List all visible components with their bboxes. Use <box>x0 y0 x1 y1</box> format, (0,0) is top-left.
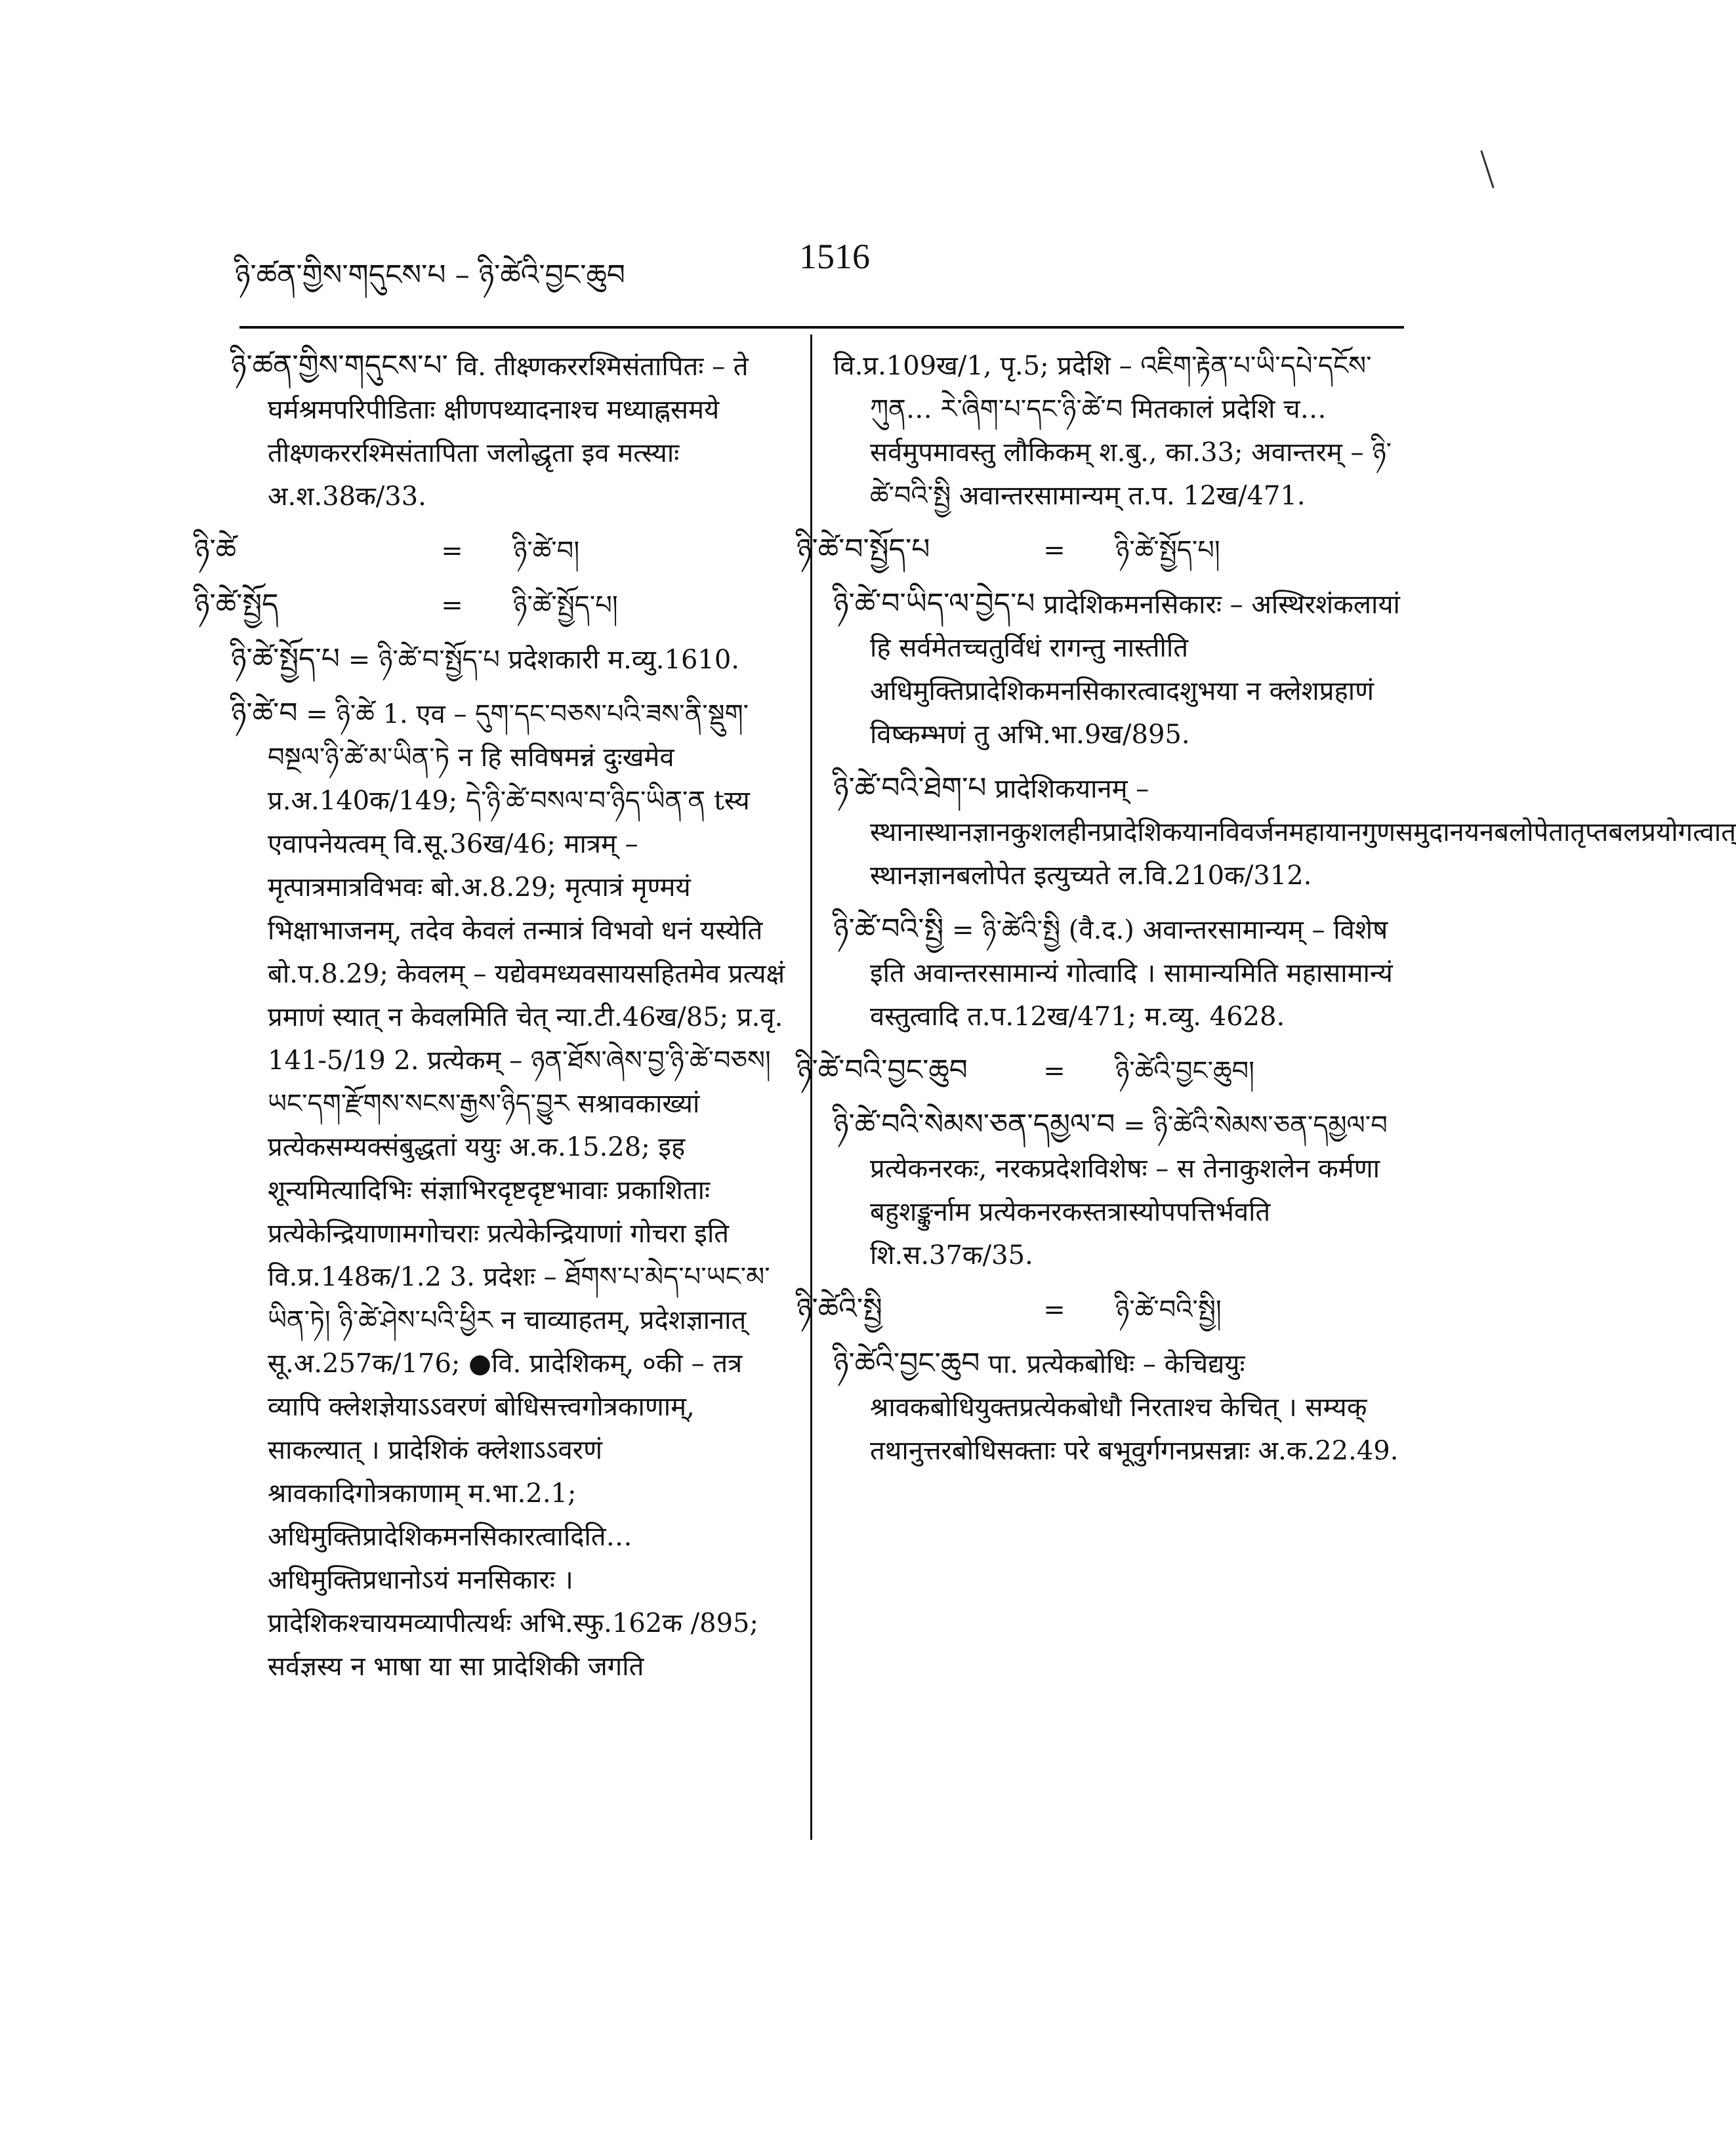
entry-headword: ཉི་ཚེའི་སྤྱི <box>796 1292 882 1326</box>
entry-body: प्रादेशिकयानम् – स्थानास्थानज्ञानकुशलहीनप्रादेशिकयानविवर्जनमहायानगुणसमुदानयनबलोपेतातृप्तबलप्रयोगत्वात् स्थानज्ञानबलोपेत इत्युच्यते ल.वि.210क/312. <box>870 774 1736 891</box>
dictionary-entry <box>231 692 794 1688</box>
cross-reference-entry <box>796 528 1404 572</box>
entry-body: पा. प्रत्येकबोधिः – केचिद्ययुः श्रावकबोधियुक्तप्रत्येकबोधौ निरताश्च केचित् । सम्यक् तथानुत्तरबोधिसक्ताः परे बभूवुर्गगनप्रसन्नाः अ.क.22.49. <box>870 1349 1399 1466</box>
equals-sign: = <box>1043 1056 1065 1086</box>
entry-headword: ཉི་ཚེ་སྤྱོད་པ <box>231 642 340 676</box>
equals-sign: = <box>1043 1295 1065 1325</box>
running-head: ཉི་ཚན་གྱིས་གདུངས་པ – ཉི་ཚེའི་བྱང་ཆུབ <box>235 258 625 292</box>
entry-body: वि. तीक्ष्णकररश्मिसंतापितः – ते घर्मश्रमपरिपीडिताः क्षीणपथ्यादनाश्च मध्याह्नसमये तीक्ष्णकररश्मिसंतापिता जलोद्धृता इव मत्स्याः अ.श.38क/33. <box>268 352 749 512</box>
left-column <box>194 344 794 1699</box>
equals-sign: = <box>1043 535 1065 565</box>
entry-headword: ཉི་ཚན་གྱིས་གདུངས་པ་ <box>231 349 448 382</box>
entry-headword: ཉི་ཚེའི་བྱང་ཆུབ <box>833 1347 980 1380</box>
entry-headword: ཉི་ཚེ་བའི་བྱང་ཆུབ <box>796 1053 968 1087</box>
cross-reference-entry <box>194 583 794 627</box>
entry-headword: ཉི་ཚེ་བ་སྤྱོད་པ <box>796 533 930 566</box>
entry-body: प्रादेशिकमनसिकारः – अस्थिरशंकलायां हि सर्वमेतच्चतुर्विधं रागन्तु नास्तीति अधिमुक्तिप्रादेशिकमनसिकारत्वादशुभया न क्लेशप्रहाणं विष्कम्भणं तु अभि.भा.9ख/895. <box>870 590 1400 750</box>
entry-headword: ཉི་ཚེ་བ་ཡིད་ལ་བྱེད་པ <box>833 587 1035 620</box>
equals-sign: = <box>441 536 463 566</box>
cross-reference-target: ཉི་ཚེའི་བྱང་ཆུབ། <box>1115 1056 1254 1086</box>
page-number: 1516 <box>799 237 870 276</box>
cross-reference-target: ཉི་ཚེ་སྤྱོད་པ། <box>1115 535 1220 565</box>
dictionary-entry <box>833 1103 1404 1277</box>
entry-headword: ཉི་ཚེ་བ <box>231 697 298 730</box>
dictionary-entry <box>833 908 1404 1038</box>
entry-body: = ཉི་ཚེའི་སེམས་ཅན་དམྱལ་བ प्रत्येकनरकः, नरकप्रदेशविशेषः – स तेनाकुशलेन कर्मणा बहुशङ्कुर्नाम प्रत्येकनरकस्तत्रास्योपपत्तिर्भवति शि.स.37क/35. <box>870 1110 1388 1271</box>
entry-body: = ཉི་ཚེ 1. एव – དུག་དང་བཅས་པའི་ཟས་ནི་སྡུག་བསྔལ་ཉི་ཚེ་མ་ཡིན་ཏེ न हि सविषमन्नं दुःखमेव प्र.अ.140क/149; དེ་ཉི་ཚེ་བསལ་བ་ཉིད་ཡིན་ན tस्य एवापनेयत्वम् वि.सू.36ख/46; मात्रम् – मृत्पात्रमात्रविभवः बो.अ.8.29; मृत्पात्रं मृण्मयं भिक्षाभाजनम्, तदेव केवलं तन्मात्रं विभवो धनं यस्येति बो.प.8.29; केवलम् – यद्येवमध्यवसायसहितमेव प्रत्यक्षं प्रमाणं स्यात् न केवलमिति चेत् न्या.टी.46ख/85; प्र.वृ. 141-5/19 2. प्रत्येकम् – ཉན་ཐོས་ཞེས་བྱ་ཉི་ཚེ་བཅས། ཡང་དག་རྫོགས་སངས་རྒྱས་ཉིད་བྱུར सश्रावकाख्यां प्रत्येकसम्यक्संबुद्धतां ययुः अ.क.15.28; इह शून्यमित्यादिभिः संज्ञाभिरदृष्टदृष्टभावाः प्रकाशिताः प्रत्येकेन्द्रियाणामगोचराः प्रत्येकेन्द्रियाणां गोचरा इति वि.प्र.148क/1.2 3. प्रदेशः – ཐོགས་པ་མེད་པ་ཡང་མ་ཡིན་ཏེ། ཉི་ཚེ་ཤེས་པའི་ཕྱིར न चाव्याहतम्, प्रदेशज्ञानात् सू.अ.257क/176; ●वि. प्रादेशिकम्, ०की – तत्र व्यापि क्लेशज्ञेयाऽऽवरणं बोधिसत्त्वगोत्रकाणाम्, साकल्यात् । प्रादेशिकं क्लेशाऽऽवरणं श्रावकादिगोत्रकाणाम् म.भा.2.1; अधिमुक्तिप्रादेशिकमनसिकारत्वादिति…अधिमुक्तिप्रधानोऽयं मनसिकारः । प्रादेशिकश्चायमव्यापीत्यर्थः अभि.स्फु.162क /895; सर्वज्ञस्य न भाषा या सा प्रादेशिकी जगति <box>268 699 785 1682</box>
dictionary-entry <box>833 1342 1404 1473</box>
dictionary-entry <box>833 582 1404 756</box>
cross-reference-entry <box>194 529 794 573</box>
entry-headword: ཉི་ཚེ་སྤྱོད <box>194 588 279 621</box>
dictionary-entry <box>833 767 1736 897</box>
cross-reference-entry <box>796 1049 1404 1093</box>
entry-headword: ཉི་ཚེ་བའི་སྤྱི <box>833 912 944 946</box>
entry-headword: ཉི་ཚེ་བའི་སེམས་ཅན་དམྱལ་བ <box>833 1108 1115 1141</box>
right-column <box>796 344 1736 1483</box>
continued-entry <box>833 344 1404 518</box>
cross-reference-target: ཉི་ཚེ་བ། <box>513 536 580 566</box>
header-rule <box>239 326 1404 329</box>
entry-headword: ཉི་ཚེ་བའི་ཐེག་པ <box>833 771 987 805</box>
entry-headword: ཉི་ཚེ <box>194 533 237 567</box>
cross-reference-entry <box>796 1288 1404 1332</box>
margin-pencil-mark <box>1480 146 1506 188</box>
dictionary-entry <box>231 638 794 681</box>
cross-reference-target: ཉི་ཚེ་སྤྱོད་པ། <box>513 590 618 620</box>
page-header <box>235 236 1409 292</box>
cross-reference-target: ཉི་ཚེ་བའི་སྤྱི། <box>1115 1295 1222 1325</box>
entry-body: = ཉི་ཚེ་བ་སྤྱོད་པ प्रदेशकारी म.व्यु.1610. <box>348 645 740 675</box>
equals-sign: = <box>441 590 463 620</box>
dictionary-entry <box>231 344 794 518</box>
entry-body: वि.प्र.109ख/1, पृ.5; प्रदेशि – འཇིག་རྟེན་པ་ཡི་དཔེ་དངོས་ཀུན… རེ་ཞིག་པ་དང་ཉི་ཚེ་བ मितकालं प्रदेशि च…सर्वमुपमावस्तु लौकिकम् श.बु., का.33; अवान्तरम् – ཉི་ཚེ་བའི་སྤྱི अवान्तरसामान्यम् त.प. 12ख/471. <box>833 351 1392 511</box>
entry-body: = ཉི་ཚེའི་སྤྱི (वै.द.) अवान्तरसामान्यम् – विशेष इति अवान्तरसामान्यं गोत्वादि । सामान्यमिति महासामान्यं वस्तुत्वादि त.प.12ख/471; म.व्यु. 4628. <box>870 915 1393 1032</box>
